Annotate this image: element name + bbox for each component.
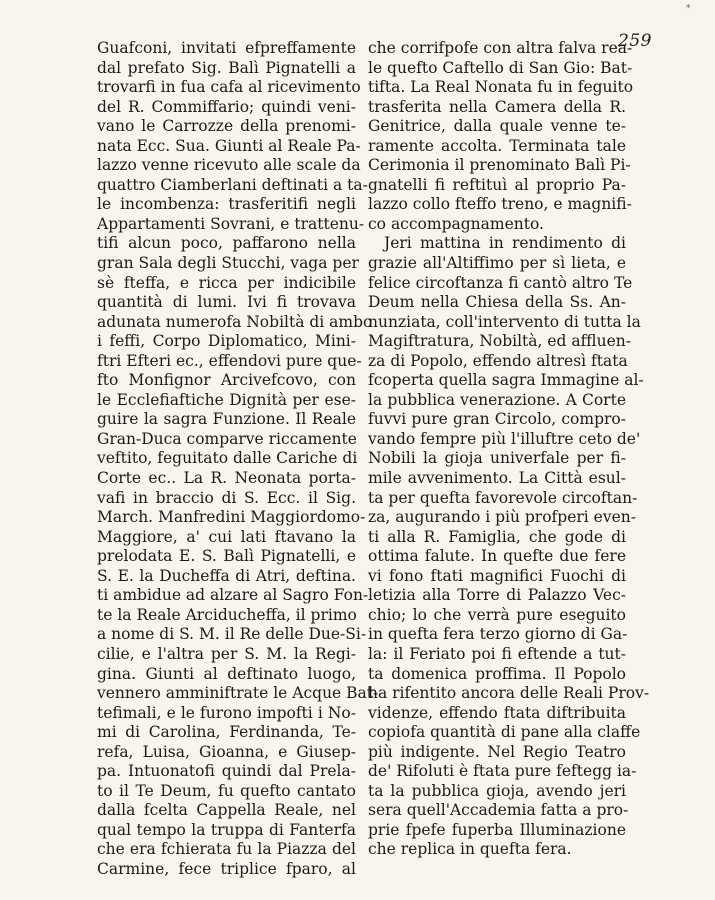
- left-column-line: a nome di S. M. il Re delle Due-Si-: [97, 625, 367, 644]
- left-column-line: gina. Giunti al deftinato luogo,: [97, 664, 356, 683]
- left-column-line: prelodata E. S. Balì Pignatelli, e: [97, 547, 356, 566]
- left-column-line: te la Reale Arciducheffa, il primo: [97, 605, 357, 624]
- left-column-line: adunata numerofa Nobiltà di ambo: [97, 312, 373, 331]
- left-column-line: Gran-Duca comparve riccamente: [97, 429, 357, 448]
- left-column-line: to il Te Deum, fu quefto cantato: [97, 781, 356, 800]
- right-column-line: mile avvenimento. La Città esul-: [368, 469, 626, 488]
- left-column-line: Carmine, fece triplice fparo, al: [97, 859, 356, 878]
- right-column-line: ha rifentito ancora delle Reali Prov-: [368, 684, 650, 703]
- right-column-line: de' Rifoluti è ftata pure feftegg ia-: [368, 762, 637, 781]
- left-column-line: quattro Ciamberlani deftinati a ta-: [97, 175, 368, 194]
- left-column-line: veftito, feguitato dalle Cariche di: [97, 449, 358, 468]
- left-column-line: Appartamenti Sovrani, e trattenu-: [97, 214, 365, 233]
- left-column-line: nata Ecc. Sua. Giunti al Reale Pa-: [97, 136, 361, 155]
- corner-mark: *: [686, 4, 691, 14]
- left-column-line: tefimali, e le furono impofti i No-: [97, 703, 356, 722]
- right-column-line: Magiftratura, Nobiltà, ed affluen-: [368, 332, 631, 351]
- right-column-line: le quefto Caftello di San Gio: Bat-: [368, 58, 633, 77]
- right-column-line: za di Popolo, effendo altresì ftata: [368, 351, 628, 370]
- left-column-line: tifi alcun poco, paffarono nella: [97, 234, 356, 253]
- right-column-line: co accompagnamento.: [368, 214, 544, 233]
- right-column-line: nunziata, coll'intervento di tutta la: [368, 312, 641, 331]
- left-column: [97, 39, 379, 880]
- right-column-line: sera quell'Accademia fatta a pro-: [368, 801, 629, 820]
- right-column-line: in quefta fera terzo giorno di Ga-: [368, 625, 628, 644]
- right-column-line: Nobili la gioja univerfale per fi-: [368, 449, 626, 468]
- left-column-line: lazzo venne ricevuto alle scale da: [97, 156, 361, 175]
- left-column-line: vafi in braccio di S. Ecc. il Sig.: [97, 488, 356, 507]
- right-column-line: la: il Feriato poi fi eftende a tut-: [368, 644, 626, 663]
- left-column-line: gran Sala degli Stucchi, vaga per: [97, 254, 359, 273]
- right-column-line: letizia alla Torre di Palazzo Vec-: [368, 586, 626, 605]
- right-column-line: ti alla R. Famiglia, che gode di: [368, 527, 626, 546]
- left-column-line: Corte ec.. La R. Neonata porta-: [97, 469, 356, 488]
- left-column-line: guire la sagra Funzione. Il Reale: [97, 410, 356, 429]
- right-column-line: lazzo collo fteffo treno, e magnifi-: [368, 195, 632, 214]
- right-column-line: Jeri mattina in rendimento di: [384, 234, 626, 253]
- left-column-line: S. E. la Ducheffa di Atri, deftina.: [97, 566, 356, 585]
- left-column-line: vano le Carrozze della prenomi-: [97, 117, 356, 136]
- left-column-line: March. Manfredini Maggiordomo-: [97, 508, 366, 527]
- left-column-line: vennero amminiftrate le Acque Bat-: [97, 684, 379, 703]
- left-column-line: fto Monfignor Arcivefcovo, con: [97, 371, 356, 390]
- right-column-line: che replica in quefta fera.: [368, 840, 572, 859]
- right-column-line: chio; lo che verrà pure eseguito: [368, 605, 626, 624]
- left-column-line: pa. Intuonatofi quindi dal Prela-: [97, 762, 356, 781]
- left-column-line: dal prefato Sig. Balì Pignatelli a: [97, 58, 356, 77]
- left-column-line: che era fchierata fu la Piazza del: [97, 840, 356, 859]
- left-column-line: dalla fcelta Cappella Reale, nel: [97, 801, 356, 820]
- right-column-line: che corrifpofe con altra falva rea-: [368, 39, 633, 57]
- right-column-line: Deum nella Chiesa della Ss. An-: [368, 293, 626, 312]
- page-number: 259: [618, 31, 652, 51]
- left-column-line: sè fteffa, e ricca per indicibile: [97, 273, 356, 292]
- left-column-line: le incombenza: trasferitifi negli: [97, 195, 356, 214]
- right-column-line: ottima falute. In quefte due fere: [368, 547, 626, 566]
- left-column-line: i feffi, Corpo Diplomatico, Mini-: [97, 332, 356, 351]
- left-column-line: quantità di lumi. Ivi fi trovava: [97, 293, 356, 312]
- right-column-line: vi fono ftati magnifici Fuochi di: [368, 566, 626, 585]
- right-column-line: gnatelli fi reftituì al proprio Pa-: [368, 175, 626, 194]
- left-column-line: cilie, e l'altra per S. M. la Regi-: [97, 644, 356, 663]
- right-column-line: prie fpefe fuperba Illuminazione: [368, 820, 626, 839]
- right-column-line: fcoperta quella sagra Immagine al-: [368, 371, 644, 390]
- right-column-line: za, augurando i più profperi even-: [368, 508, 636, 527]
- right-column-line: felice circoftanza fi cantò altro Te: [368, 273, 633, 292]
- right-column-line: Cerimonia il prenominato Balì Pi-: [368, 156, 631, 175]
- left-column-line: trovarfi in fua cafa al ricevimento: [97, 78, 361, 97]
- left-column-line: le Ecclefiaftiche Dignità per ese-: [97, 390, 356, 409]
- right-column-line: vando fempre più l'illuftre ceto de': [368, 429, 641, 448]
- left-column-line: qual tempo la truppa di Fanterfa: [97, 820, 356, 839]
- right-column-line: trasferita nella Camera della R.: [368, 97, 626, 116]
- right-column-line: più indigente. Nel Regio Teatro: [368, 742, 626, 761]
- right-column-line: ramente accolta. Terminata tale: [368, 136, 626, 155]
- right-column-line: tifta. La Real Nonata fu in feguito: [368, 78, 634, 97]
- left-column-line: refa, Luisa, Gioanna, e Giusep-: [97, 742, 356, 761]
- right-column-line: fuvvi pure gran Circolo, compro-: [368, 410, 626, 429]
- left-column-line: Guafconi, invitati efpreffamente: [97, 39, 356, 57]
- left-column-line: ti ambidue ad alzare al Sagro Fon-: [97, 586, 369, 605]
- right-column-line: Genitrice, dalla quale venne te-: [368, 117, 626, 136]
- right-column-line: copiofa quantità di pane alla claffe: [368, 723, 641, 742]
- right-column-line: grazie all'Altiffimo per sì lieta, e: [368, 254, 626, 273]
- right-column-line: la pubblica venerazione. A Corte: [368, 390, 626, 409]
- right-column-line: ta la pubblica gioja, avendo jeri: [368, 781, 626, 800]
- right-column-line: ta per quefta favorevole circoftan-: [368, 488, 638, 507]
- left-column-line: ftri Efteri ec., effendovi pure que-: [97, 351, 362, 370]
- left-column-line: mi di Carolina, Ferdinanda, Te-: [97, 723, 356, 742]
- left-column-line: del R. Commiffario; quindi veni-: [97, 97, 356, 116]
- right-column-line: videnze, effendo ftata diftribuita: [368, 703, 626, 722]
- right-column-line: ta domenica proffima. Il Popolo: [368, 664, 626, 683]
- left-column-line: Maggiore, a' cui lati ftavano la: [97, 527, 356, 546]
